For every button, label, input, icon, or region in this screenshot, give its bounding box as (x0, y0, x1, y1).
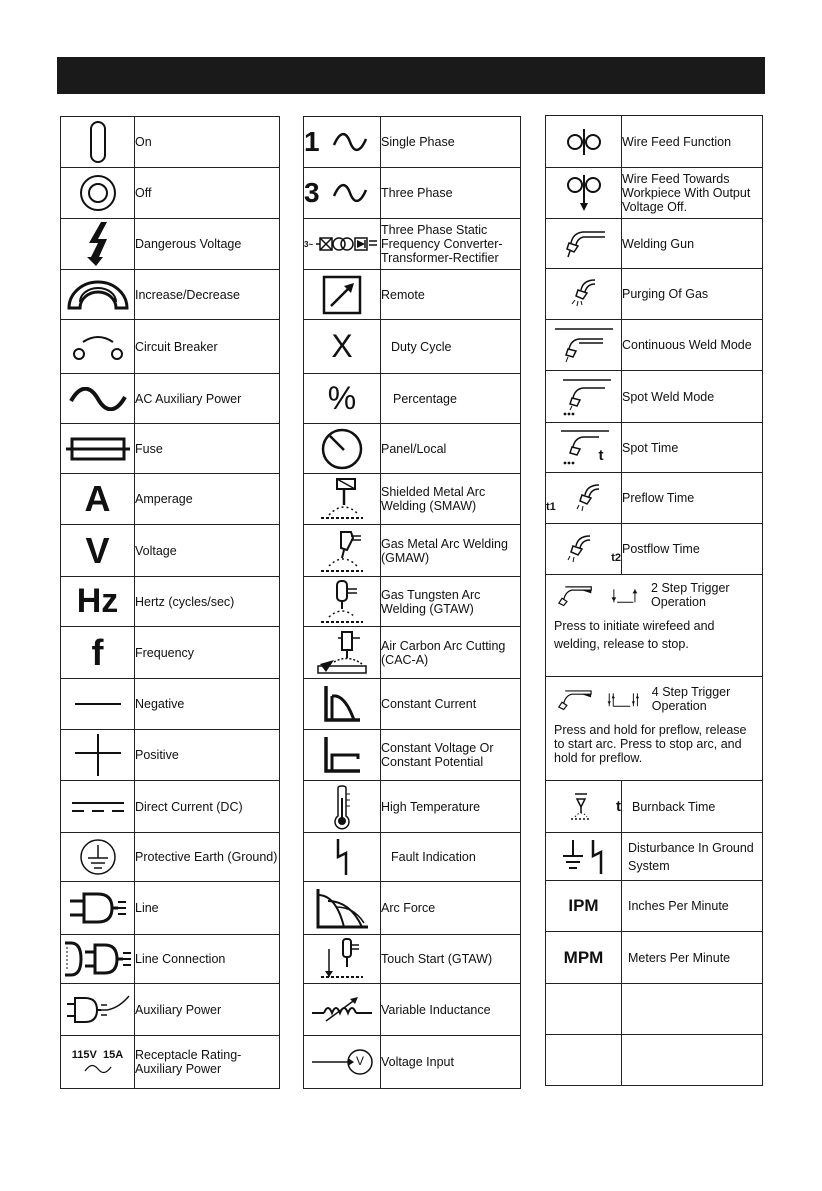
symbol-row (304, 882, 521, 935)
symbol-label: Gas Tungsten Arc Welding (GTAW) (381, 577, 521, 627)
phase-number-glyph: 3 (304, 177, 320, 208)
symbol-label: Shielded Metal Arc Welding (SMAW) (381, 474, 521, 525)
postflow-glyph: t2 (611, 552, 621, 564)
symbol-table-3 (545, 115, 763, 1086)
symbol-label: On (135, 117, 280, 168)
symbol-row (546, 473, 763, 524)
symbol-label: Spot Weld Mode (622, 371, 763, 423)
direct-current-icon (61, 781, 135, 833)
symbol-label: Circuit Breaker (135, 320, 280, 374)
symbol-row (546, 219, 763, 269)
symbol-label: Line Connection (135, 935, 280, 984)
symbol-label: Hertz (cycles/sec) (135, 577, 280, 627)
burnback-time-icon (546, 781, 622, 833)
symbol-label: Gas Metal Arc Welding (GMAW) (381, 525, 521, 577)
converter-icon (304, 219, 381, 270)
symbol-label: Constant Current (381, 679, 521, 730)
spot-weld-icon (546, 371, 622, 423)
symbol-row (61, 1036, 280, 1089)
voltage-icon (61, 525, 135, 577)
symbol-label: Inches Per Minute (622, 881, 763, 932)
symbol-label: High Temperature (381, 781, 521, 833)
constant-voltage-icon (304, 730, 381, 781)
circuit-breaker-icon (61, 320, 135, 374)
symbol-label: Three Phase (381, 168, 521, 219)
gtaw-icon (304, 577, 381, 627)
increase-decrease-icon (61, 270, 135, 320)
symbol-label: Meters Per Minute (622, 932, 763, 984)
symbol-row (61, 168, 280, 219)
symbol-label: Touch Start (GTAW) (381, 935, 521, 984)
symbol-label: Panel/Local (381, 424, 521, 474)
symbol-label: Burnback Time (622, 781, 763, 833)
symbol-row (61, 679, 280, 730)
burnback-glyph: t (616, 798, 621, 815)
mpm-glyph: MPM (563, 947, 604, 967)
symbol-row (304, 270, 521, 320)
symbol-label: Purging Of Gas (622, 269, 763, 320)
symbol-row (61, 935, 280, 984)
amperage-icon (61, 474, 135, 525)
cac-a-icon (304, 627, 381, 679)
symbol-row (304, 474, 521, 525)
symbol-row (61, 320, 280, 374)
purging-gas-icon (546, 269, 622, 320)
symbol-label: Air Carbon Arc Cutting (CAC-A) (381, 627, 521, 679)
voltmeter-glyph: V (355, 1054, 364, 1068)
symbol-label: Arc Force (381, 882, 521, 935)
negative-icon (61, 679, 135, 730)
off-icon (61, 168, 135, 219)
symbol-row (61, 577, 280, 627)
variable-inductance-icon (304, 984, 381, 1036)
blank-label-cell (622, 984, 763, 1035)
two-step-trigger-cell (546, 575, 763, 677)
constant-current-icon (304, 679, 381, 730)
line-connection-icon (61, 935, 135, 984)
four-step-trigger-cell (546, 677, 763, 781)
symbol-label: Wire Feed Towards Workpiece With Output Voltage Off. (622, 168, 763, 219)
two-step-trigger-label: 2 Step Trigger Operation (651, 581, 730, 609)
symbol-row (546, 833, 763, 881)
voltage-glyph: V (85, 529, 110, 571)
dangerous-voltage-icon (61, 219, 135, 270)
symbol-label: Negative (135, 679, 280, 730)
spot-time-icon (546, 423, 622, 473)
rating-current-glyph: 15A (103, 1048, 124, 1061)
symbol-row (61, 781, 280, 833)
symbol-row (304, 577, 521, 627)
gmaw-icon (304, 525, 381, 577)
symbol-row (304, 117, 521, 168)
symbol-row (304, 984, 521, 1036)
symbol-row (546, 781, 763, 833)
symbol-row (546, 524, 763, 575)
blank-row (546, 1035, 763, 1086)
symbol-row (61, 730, 280, 781)
hertz-icon (61, 577, 135, 627)
ipm-glyph: IPM (568, 896, 599, 915)
symbol-row (304, 730, 521, 781)
symbol-label: Fuse (135, 424, 280, 474)
arc-force-icon (304, 882, 381, 935)
ipm-icon (546, 881, 622, 932)
symbol-label: Constant Voltage Or Constant Potential (381, 730, 521, 781)
frequency-icon (61, 627, 135, 679)
symbol-label: Preflow Time (622, 473, 763, 524)
symbol-row (61, 882, 280, 935)
symbol-label: Direct Current (DC) (135, 781, 280, 833)
on-icon (61, 117, 135, 168)
symbol-label: Disturbance In Ground System (622, 833, 763, 881)
symbol-row (61, 525, 280, 577)
symbol-row (61, 474, 280, 525)
symbol-row (304, 935, 521, 984)
ground-disturbance-icon (546, 833, 622, 881)
positive-icon (61, 730, 135, 781)
rating-voltage-glyph: 115V (71, 1048, 97, 1061)
preflow-time-icon (546, 473, 622, 524)
symbol-row (546, 423, 763, 473)
mpm-icon (546, 932, 622, 984)
protective-earth-icon (61, 833, 135, 882)
symbol-row (304, 781, 521, 833)
duty-cycle-glyph: X (331, 328, 353, 364)
panel-local-icon (304, 424, 381, 474)
touch-start-icon (304, 935, 381, 984)
symbol-label: Positive (135, 730, 280, 781)
symbol-row (61, 374, 280, 424)
symbol-row (304, 833, 521, 882)
symbol-label: Receptacle Rating-Auxiliary Power (135, 1036, 280, 1089)
symbol-label: Protective Earth (Ground) (135, 833, 280, 882)
symbol-row (546, 881, 763, 932)
symbol-label: Voltage (135, 525, 280, 577)
hertz-glyph: Hz (76, 582, 119, 620)
two-step-trigger-description: Press to initiate wirefeed and welding, release to stop. (554, 619, 715, 651)
symbol-label: Remote (381, 270, 521, 320)
symbol-label: Auxiliary Power (135, 984, 280, 1036)
symbol-label: Three Phase Static Frequency Converter-Transformer-Rectifier (381, 219, 521, 270)
symbol-label: Duty Cycle (381, 320, 521, 374)
four-step-trigger-label: 4 Step Trigger Operation (651, 685, 731, 713)
symbol-label: AC Auxiliary Power (135, 374, 280, 424)
symbol-row (546, 320, 763, 371)
symbol-row (304, 525, 521, 577)
symbol-table-2 (303, 116, 521, 1089)
symbol-row (304, 679, 521, 730)
converter-phase-glyph: 3~ (304, 239, 314, 249)
symbol-label: Single Phase (381, 117, 521, 168)
symbol-label: Line (135, 882, 280, 935)
fuse-icon (61, 424, 135, 474)
frequency-glyph: f (91, 631, 104, 673)
symbol-label: Fault Indication (381, 833, 521, 882)
smaw-icon (304, 474, 381, 525)
two-step-trigger-icon (554, 581, 603, 609)
four-step-timing-icon (606, 688, 641, 710)
symbol-row (304, 1036, 521, 1089)
symbol-row (546, 116, 763, 168)
two-step-trigger-row (546, 575, 763, 677)
fault-indication-icon (304, 833, 381, 882)
symbol-label: Welding Gun (622, 219, 763, 269)
phase-number-glyph: 1 (304, 126, 320, 157)
time-glyph: t (598, 446, 604, 464)
blank-label-cell (622, 1035, 763, 1086)
line-plug-icon (61, 882, 135, 935)
symbol-label: Increase/Decrease (135, 270, 280, 320)
symbol-row (546, 269, 763, 320)
wire-feed-icon (546, 116, 622, 168)
symbol-row (304, 627, 521, 679)
symbol-label: Percentage (381, 374, 521, 424)
percentage-glyph: % (327, 380, 357, 416)
amperage-glyph: A (84, 478, 111, 519)
symbol-row (546, 371, 763, 423)
symbol-label: Dangerous Voltage (135, 219, 280, 270)
preflow-glyph: t1 (546, 501, 556, 513)
four-step-trigger-row (546, 677, 763, 781)
symbol-row (61, 424, 280, 474)
symbol-label: Wire Feed Function (622, 116, 763, 168)
symbol-label: Frequency (135, 627, 280, 679)
symbol-row (61, 117, 280, 168)
symbol-label: Spot Time (622, 423, 763, 473)
postflow-time-icon (546, 524, 622, 575)
blank-symbol-cell (546, 984, 622, 1035)
welding-gun-icon (546, 219, 622, 269)
blank-symbol-cell (546, 1035, 622, 1086)
two-step-timing-icon (609, 584, 641, 606)
single-phase-icon (304, 117, 381, 168)
auxiliary-power-icon (61, 984, 135, 1036)
wire-feed-towards-icon (546, 168, 622, 219)
three-phase-icon (304, 168, 381, 219)
receptacle-rating-icon (61, 1036, 135, 1089)
remote-icon (304, 270, 381, 320)
percentage-icon (304, 374, 381, 424)
thermometer-icon (304, 781, 381, 833)
symbol-label: Voltage Input (381, 1036, 521, 1089)
four-step-trigger-description: Press and hold for preflow, release to start arc. Press to stop arc, and hold for preflow. (554, 723, 747, 765)
duty-cycle-icon (304, 320, 381, 374)
symbol-table-1 (60, 116, 280, 1089)
symbol-row (61, 833, 280, 882)
symbol-label: Continuous Weld Mode (622, 320, 763, 371)
symbol-row (61, 627, 280, 679)
symbol-label: Variable Inductance (381, 984, 521, 1036)
symbol-row (61, 270, 280, 320)
symbol-row (304, 374, 521, 424)
symbol-row (546, 932, 763, 984)
symbol-label: Postflow Time (622, 524, 763, 575)
blank-row (546, 984, 763, 1035)
symbol-row (61, 219, 280, 270)
symbol-row (304, 320, 521, 374)
symbol-row (61, 984, 280, 1036)
four-step-trigger-icon (554, 685, 602, 713)
symbol-label: Off (135, 168, 280, 219)
symbol-row (304, 168, 521, 219)
continuous-weld-icon (546, 320, 622, 371)
symbol-row (304, 424, 521, 474)
symbol-label: Amperage (135, 474, 280, 525)
section-header-bar (57, 57, 765, 94)
symbol-row (304, 219, 521, 270)
voltage-input-icon (304, 1036, 381, 1089)
ac-wave-icon (61, 374, 135, 424)
symbol-row (546, 168, 763, 219)
